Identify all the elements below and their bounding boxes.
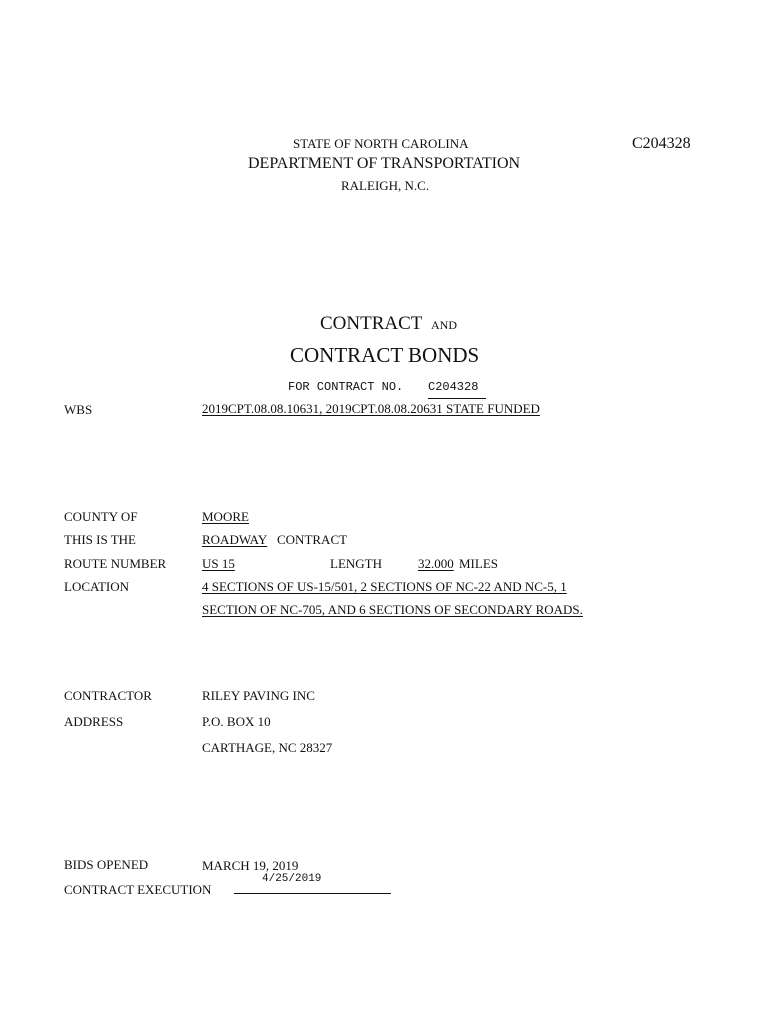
contractor-label: CONTRACTOR xyxy=(64,688,152,703)
length-unit: MILES xyxy=(459,556,498,571)
title-contract-bonds: CONTRACT BONDS xyxy=(290,343,480,367)
county-value: MOORE xyxy=(202,509,249,524)
contract-type: ROADWAY xyxy=(202,532,268,547)
department-name: DEPARTMENT OF TRANSPORTATION xyxy=(248,155,521,172)
wbs-label: WBS xyxy=(64,402,93,417)
address-line-2: CARTHAGE, NC 28327 xyxy=(202,740,333,755)
location-line-2: SECTION OF NC-705, AND 6 SECTIONS OF SECONDARY ROADS. xyxy=(202,602,583,617)
address-line-1: P.O. BOX 10 xyxy=(202,714,271,729)
bids-opened-value: MARCH 19, 2019 xyxy=(202,858,299,873)
state-name: STATE OF NORTH CAROLINA xyxy=(293,136,469,151)
location-label: LOCATION xyxy=(64,579,129,594)
length-label: LENGTH xyxy=(330,556,382,571)
execution-signature-line xyxy=(234,893,391,894)
for-contract-label: FOR CONTRACT NO. xyxy=(288,380,404,394)
address-label: ADDRESS xyxy=(64,714,124,729)
wbs-value: 2019CPT.08.08.10631, 2019CPT.08.08.20631 STATE FUNDED xyxy=(202,401,540,416)
route-value: US 15 xyxy=(202,556,235,571)
contractor-name: RILEY PAVING INC xyxy=(202,688,315,703)
county-label: COUNTY OF xyxy=(64,509,138,524)
for-contract-number: C204328 xyxy=(428,380,479,394)
location-line-1: 4 SECTIONS OF US-15/501, 2 SECTIONS OF NC-22 AND NC-5, 1 xyxy=(202,579,567,594)
title-contract: CONTRACT xyxy=(320,313,423,334)
title-and: AND xyxy=(431,318,457,332)
contract-number-underline xyxy=(428,398,486,399)
execution-date: 4/25/2019 xyxy=(262,873,322,885)
length-value: 32.000 xyxy=(418,556,454,571)
city-name: RALEIGH, N.C. xyxy=(341,178,430,193)
contract-word: CONTRACT xyxy=(277,532,348,547)
bids-opened-label: BIDS OPENED xyxy=(64,857,149,872)
contract-id: C204328 xyxy=(632,135,691,152)
route-label: ROUTE NUMBER xyxy=(64,556,167,571)
this-is-label: THIS IS THE xyxy=(64,532,136,547)
execution-label: CONTRACT EXECUTION xyxy=(64,882,212,897)
